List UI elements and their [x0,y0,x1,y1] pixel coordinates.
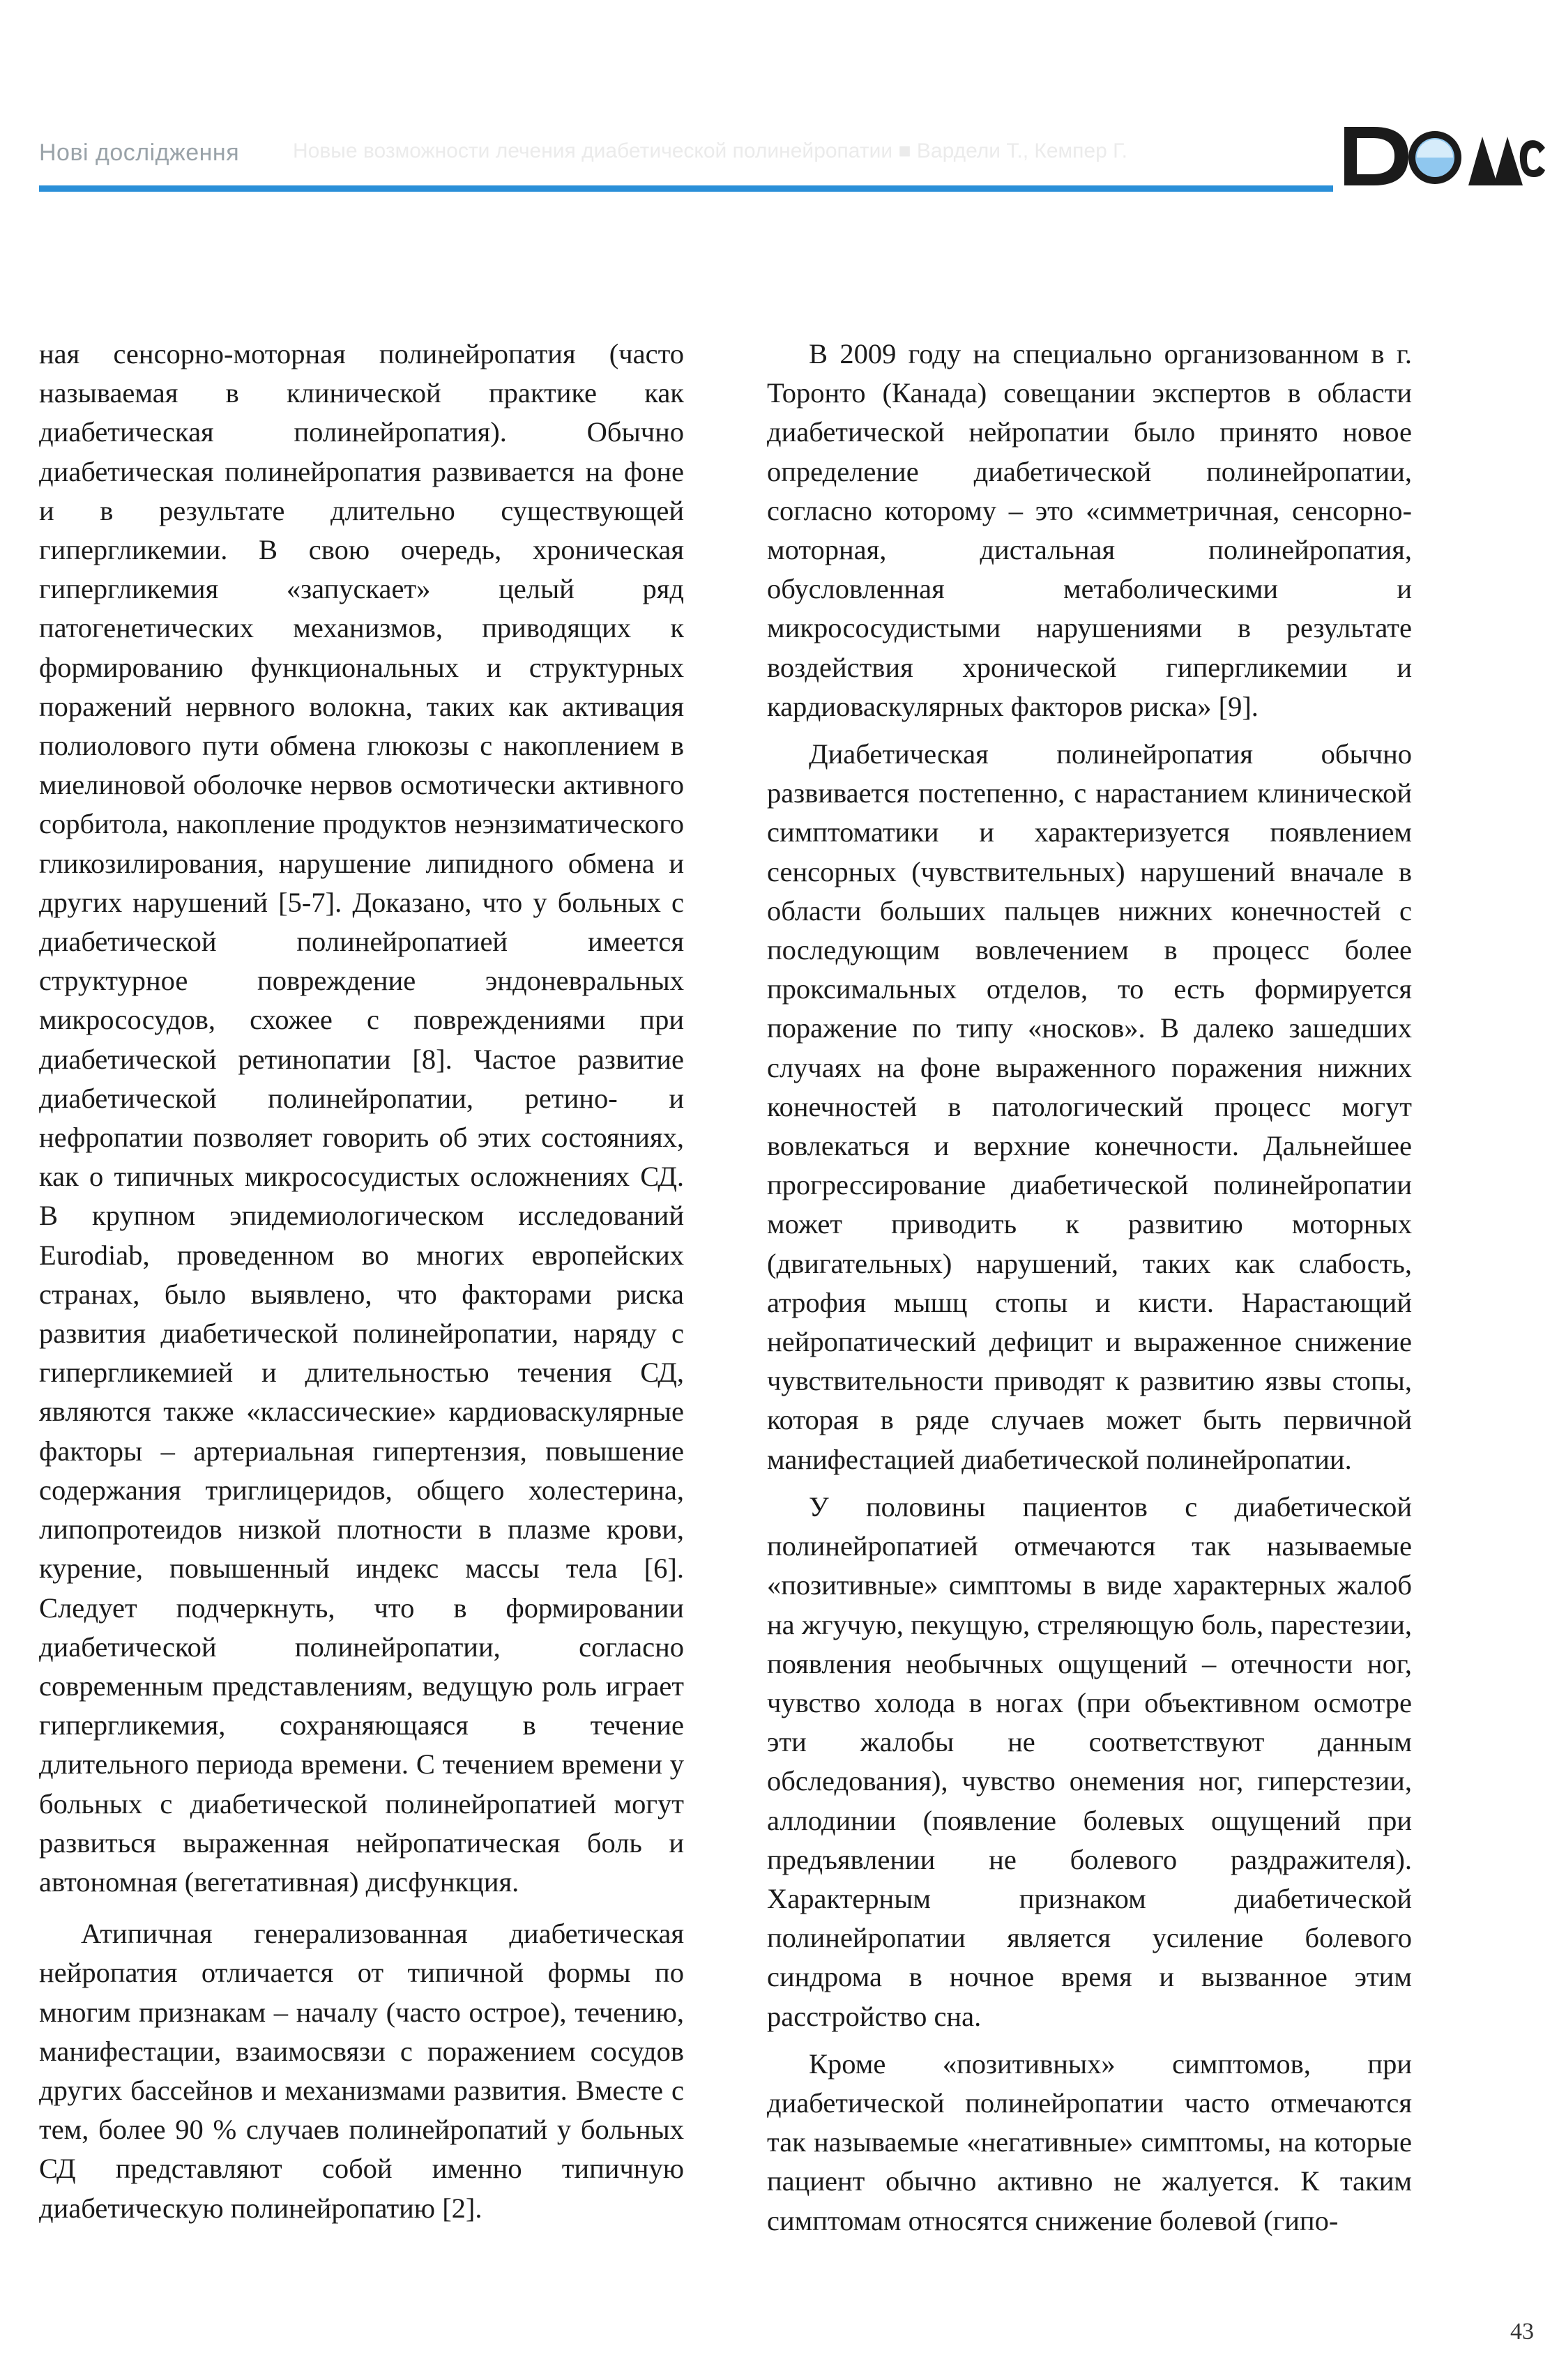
right-text-column [767,335,1412,2241]
section-label: Нові дослідження [39,139,240,166]
body-paragraph: У половины пациентов с диабетической полинейропатией отмечаются так называемые «позитивные» симптомы в виде характерных жалоб на жгучую, пекущую, стреляющую боль, парестезии, появления необычных ощущений – отечности ног, чувство холода в ногах (при объективном осмотре эти жалобы не соответствуют данным обследования), чувство онемения ног, гиперстезии, аллодинии (появление болевых ощущений при предъявлении не болевого раздражителя). Характерным признаком диабетической полинейропатии является усиление болевого синдрома в ночное время и вызванное этим расстройство сна. [767,1490,1412,2032]
bleed-through-text: Новые возможности лечения диабетической полинейропатии ■ Вардели Т., Кемпер Г. [293,139,1128,162]
body-paragraph: Кроме «позитивных» симптомов, при диабетической полинейропатии часто отмечаются так называемые «негативные» симптомы, на которые пациент обычно активно не жалуется. К таким симптомам относятся снижение болевой (гипо- [767,2047,1412,2236]
body-paragraph: Атипичная генерализованная диабетическая нейропатия отличается от типичной формы по многим признакам – началу (часто острое), течению, манифестации, взаимосвязи с поражением сосудов других бассейнов и механизмами развития. Вместе с тем, более 90 % случаев полинейропатий у больных СД представляют собой именно типичную диабетическую полинейропатию [2]. [39,1918,684,2224]
body-paragraph: Диабетическая полинейропатия обычно развивается постепенно, с нарастанием клинической симптоматики и характеризуется появлением сенсорных (чувствительных) нарушений вначале в области больших пальцев нижних конечностей с последующим вовлечением в процесс более проксимальных отделов, то есть формируется поражение по типу «носков». В далеко зашедших случаях на фоне выраженного поражения нижних конечностей в патологический процесс могут вовлекаться и верхние конечности. Дальнейшее прогрессирование диабетической полинейропатии может приводить к развитию моторных (двигательных) нарушений, таких как слабость, атрофия мышц стопы и кисти. Нарастающий нейропатический дефицит и выраженное снижение чувствительности приводят к развитию язвы стопы, которая в ряде случаев может быть первичной манифестацией диабетической полинейропатии. [767,738,1412,1475]
left-text-column [39,335,684,2228]
page-number: 43 [1510,2319,1534,2344]
body-paragraph: В 2009 году на специально организованном в г. Торонто (Канада) совещании экспертов в области диабетической нейропатии было принято новое определение диабетической полинейропатии, согласно которому – это «симметричная, сенсорно-моторная, дистальная полинейропатия, обусловленная метаболическими и микрососудистыми нарушениями в результате воздействия хронической гипергликемии и кардиоваскулярных факторов риска» [9]. [767,338,1412,722]
body-paragraph: ная сенсорно-моторная полинейропатия (часто называемая в клинической практике как диабетическая полинейропатия). Обычно диабетическая полинейропатия развивается на фоне и в результате длительно существующей гипергликемии. В свою очередь, хроническая гипергликемия «запускает» целый ряд патогенетических механизмов, приводящих к формированию функциональных и структурных поражений нервного волокна, таких как активация полиолового пути обмена глюкозы с накоплением в миелиновой оболочке нервов осмотически активного сорбитола, накопление продуктов неэнзиматического гликозилирования, нарушение липидного обмена и других нарушений [5-7]. Доказано, что у больных с диабетической полинейропатией имеется структурное повреждение эндоневральных микрососудов, схожее с повреждениями при диабетической ретинопатии [8]. Частое развитие диабетической полинейропатии, ретино- и нефропатии позволяет говорить об этих состояниях, как о типичных микрососудистых осложнениях СД. В крупном эпидемиологическом исследований Eurodiab, проведенном во многих европейских странах, было выявлено, что факторами риска развития диабетической полинейропатии, наряду с гипергликемией и длительностью течения СД, являются также «классические» кардиоваскулярные факторы – артериальная гипертензия, повышение содержания триглицеридов, общего холестерина, липопротеидов низкой плотности в плазме крови, курение, повышенный индекс массы тела [6]. Следует подчеркнуть, что в формировании диабетической полинейропатии, согласно современным представлениям, ведущую роль играет гипергликемия, сохраняющаяся в течение длительного периода времени. С течением времени у больных с диабетической полинейропатией могут развиться выраженная нейропатическая боль и автономная (вегетативная) дисфункция. [39,338,684,1898]
journal-logo [1339,117,1548,194]
header-rule [39,185,1333,192]
